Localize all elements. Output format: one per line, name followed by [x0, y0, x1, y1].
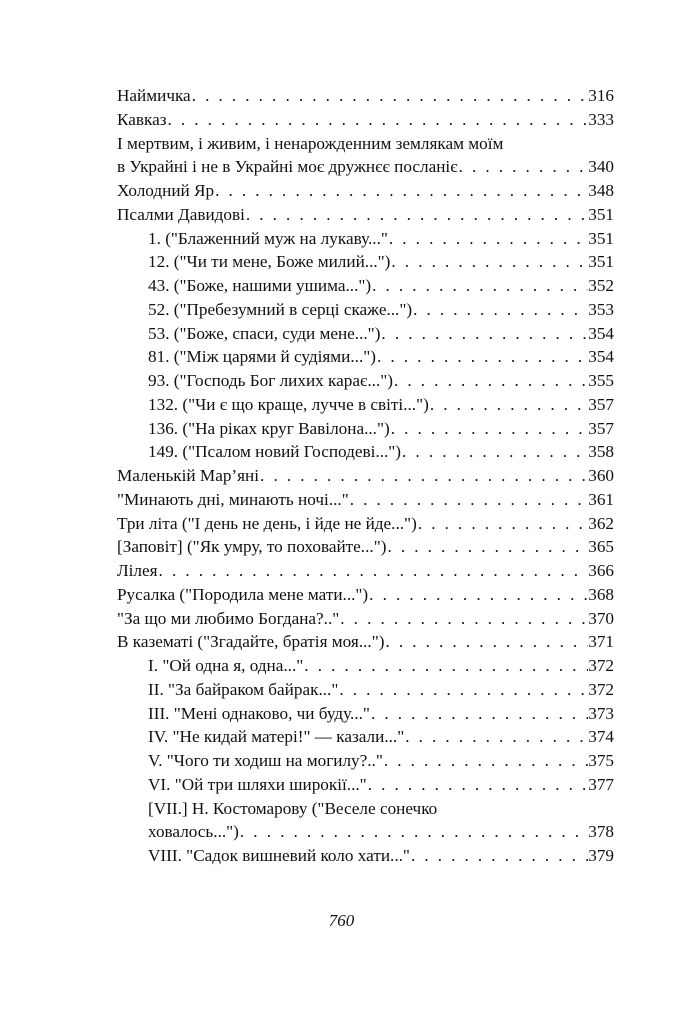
dot-leader: [390, 250, 588, 274]
toc-subentry-psalm-81: 81. ("Між царями й судіями...") . . . 354: [117, 345, 614, 369]
page-ref: 365: [588, 537, 614, 557]
dot-leader: [303, 654, 588, 678]
toc-entry-naimychka: Наймичка . . . 316: [117, 84, 614, 108]
toc-entry-poslanie: І мертвим, і живим, і ненарожденним землякам моїм в Украйні і не в Украйні моє дружнєє посланіє . . . 340: [117, 132, 614, 180]
toc-subentry-psalm-53: 53. ("Боже, спаси, суди мене...") . . . 354: [117, 322, 614, 346]
page-ref: 333: [588, 109, 614, 129]
toc-entry-v-kazemati: В казематі ("Згадайте, братія моя...") . . . 371: [117, 630, 614, 654]
dot-leader: [191, 84, 589, 108]
toc-entry-rusalka: Русалка ("Породила мене мати...") . . . 368: [117, 583, 614, 607]
page-ref: 361: [588, 489, 614, 509]
page-ref: 372: [588, 656, 614, 675]
dot-leader: [417, 512, 588, 536]
page-number: 760: [328, 911, 355, 930]
toc-subentry-kazemat-2: II. "За байраком байрак..." . . . 372: [117, 678, 614, 702]
dot-leader: [410, 844, 588, 868]
dot-leader: [384, 630, 588, 654]
page-ref: 354: [588, 347, 614, 367]
page-ref: 355: [588, 371, 614, 390]
dot-leader: [368, 583, 588, 607]
toc-entry-zapovit: [Заповіт] ("Як умру, то поховайте...") . . . 365: [117, 535, 614, 559]
dot-leader: [412, 298, 588, 322]
page-ref: 353: [588, 299, 614, 319]
dot-leader: [349, 488, 588, 512]
page-ref: 348: [588, 181, 614, 200]
toc-subentry-kazemat-1: І. "Ой одна я, одна..." . . . 372: [117, 654, 614, 678]
dot-leader: [338, 678, 588, 702]
page-ref: 371: [588, 632, 614, 652]
page-ref: 366: [588, 561, 614, 580]
table-of-contents: [117, 84, 614, 868]
dot-leader: [458, 155, 589, 179]
dot-leader: [393, 369, 588, 393]
dot-leader: [383, 749, 588, 773]
page-ref: 357: [588, 394, 614, 414]
toc-entry-za-shcho-my-liubymo: "За що ми любимо Богдана?.." . . . 370: [117, 607, 614, 631]
page-ref: 375: [588, 751, 614, 770]
dot-leader: [376, 345, 588, 369]
dot-leader: [370, 702, 588, 726]
toc-subentry-psalm-132: 132. ("Чи є що краще, лучче в світі...") . . . 357: [117, 393, 614, 417]
page-ref: 373: [588, 703, 614, 723]
page-ref: 340: [588, 157, 614, 177]
dot-leader: [371, 274, 588, 298]
page-ref: 357: [588, 418, 614, 438]
toc-subentry-psalm-43: 43. ("Боже, нашими ушима...") . . . 352: [117, 274, 614, 298]
toc-subentry-psalm-12: 12. ("Чи ти мене, Боже милий...") . . . 351: [117, 250, 614, 274]
page-ref: 351: [588, 228, 614, 248]
page-ref: 351: [588, 204, 614, 224]
dot-leader: [259, 464, 588, 488]
toc-entry-psalmy: Псалми Давидові . . . 351: [117, 203, 614, 227]
toc-subentry-kazemat-3: III. "Мені однаково, чи буду..." . . . 373: [117, 702, 614, 726]
dot-leader: [167, 108, 589, 132]
toc-entry-title-line1: І мертвим, і живим, і ненарожденним землякам моїм: [117, 133, 504, 153]
page-ref: 351: [588, 252, 614, 272]
toc-entry-title-line1: [VII.] Н. Костомарову ("Веселе сонечко: [148, 798, 438, 818]
toc-subentry-kazemat-8: VIII. "Садок вишневий коло хати..." . . . 379: [117, 844, 614, 868]
toc-subentry-psalm-136: 136. ("На ріках круг Вавілона...") . . . 357: [117, 417, 614, 441]
toc-subentry-kazemat-5: V. "Чого ти ходиш на могилу?.." . . . 375: [117, 749, 614, 773]
toc-subentry-kazemat-6: VI. "Ой три шляхи широкії..." . . . 377: [117, 773, 614, 797]
toc-subentry-psalm-52: 52. ("Пребезумний в серці скаже...") . . . 353: [117, 298, 614, 322]
page-ref: 378: [588, 822, 614, 842]
page-ref: 354: [588, 323, 614, 343]
page-ref: 377: [588, 774, 614, 794]
page-ref: 360: [588, 466, 614, 485]
dot-leader: [158, 559, 589, 583]
toc-subentry-psalm-93: 93. ("Господь Бог лихих карає...") . . . 355: [117, 369, 614, 393]
dot-leader: [390, 417, 589, 441]
dot-leader: [401, 440, 588, 464]
toc-subentry-psalm-1: 1. ("Блаженний муж на лукаву..." . . . 351: [117, 227, 614, 251]
dot-leader: [386, 535, 588, 559]
dot-leader: [214, 179, 588, 203]
toc-subentry-kazemat-4: IV. "Не кидай матері!" — казали..." . . . 374: [117, 725, 614, 749]
dot-leader: [239, 820, 588, 844]
page-ref: 362: [588, 513, 614, 533]
dot-leader: [380, 322, 588, 346]
toc-entry-mynaiut-dni: "Минають дні, минають ночі..." . . . 361: [117, 488, 614, 512]
page-ref: 379: [588, 846, 614, 865]
page-ref: 358: [588, 442, 614, 462]
page-ref: 352: [588, 276, 614, 295]
page-ref: 372: [588, 679, 614, 699]
dot-leader: [339, 607, 588, 631]
toc-subentry-psalm-149: 149. ("Псалом новий Господеві...") . . . 358: [117, 440, 614, 464]
toc-subentry-kazemat-7: [VII.] Н. Костомарову ("Веселе сонечко ховалось...") . . . 378: [117, 797, 614, 845]
dot-leader: [404, 725, 588, 749]
toc-entry-kholodnyi-yar: Холодний Яр . . . 348: [117, 179, 614, 203]
toc-entry-lileia: Лілея . . . 366: [117, 559, 614, 583]
toc-entry-kavkaz: Кавказ . . . 333: [117, 108, 614, 132]
dot-leader: [429, 393, 588, 417]
toc-entry-malenkii-mariani: Маленькій Мар’яні . . . 360: [117, 464, 614, 488]
page-ref: 368: [588, 584, 614, 604]
dot-leader: [245, 203, 588, 227]
dot-leader: [388, 227, 588, 251]
page-ref: 374: [588, 727, 614, 747]
page-ref: 316: [588, 86, 614, 105]
dot-leader: [367, 773, 589, 797]
toc-entry-try-lita: Три літа ("І день не день, і йде не йде...") . . . 362: [117, 512, 614, 536]
page-ref: 370: [588, 608, 614, 628]
